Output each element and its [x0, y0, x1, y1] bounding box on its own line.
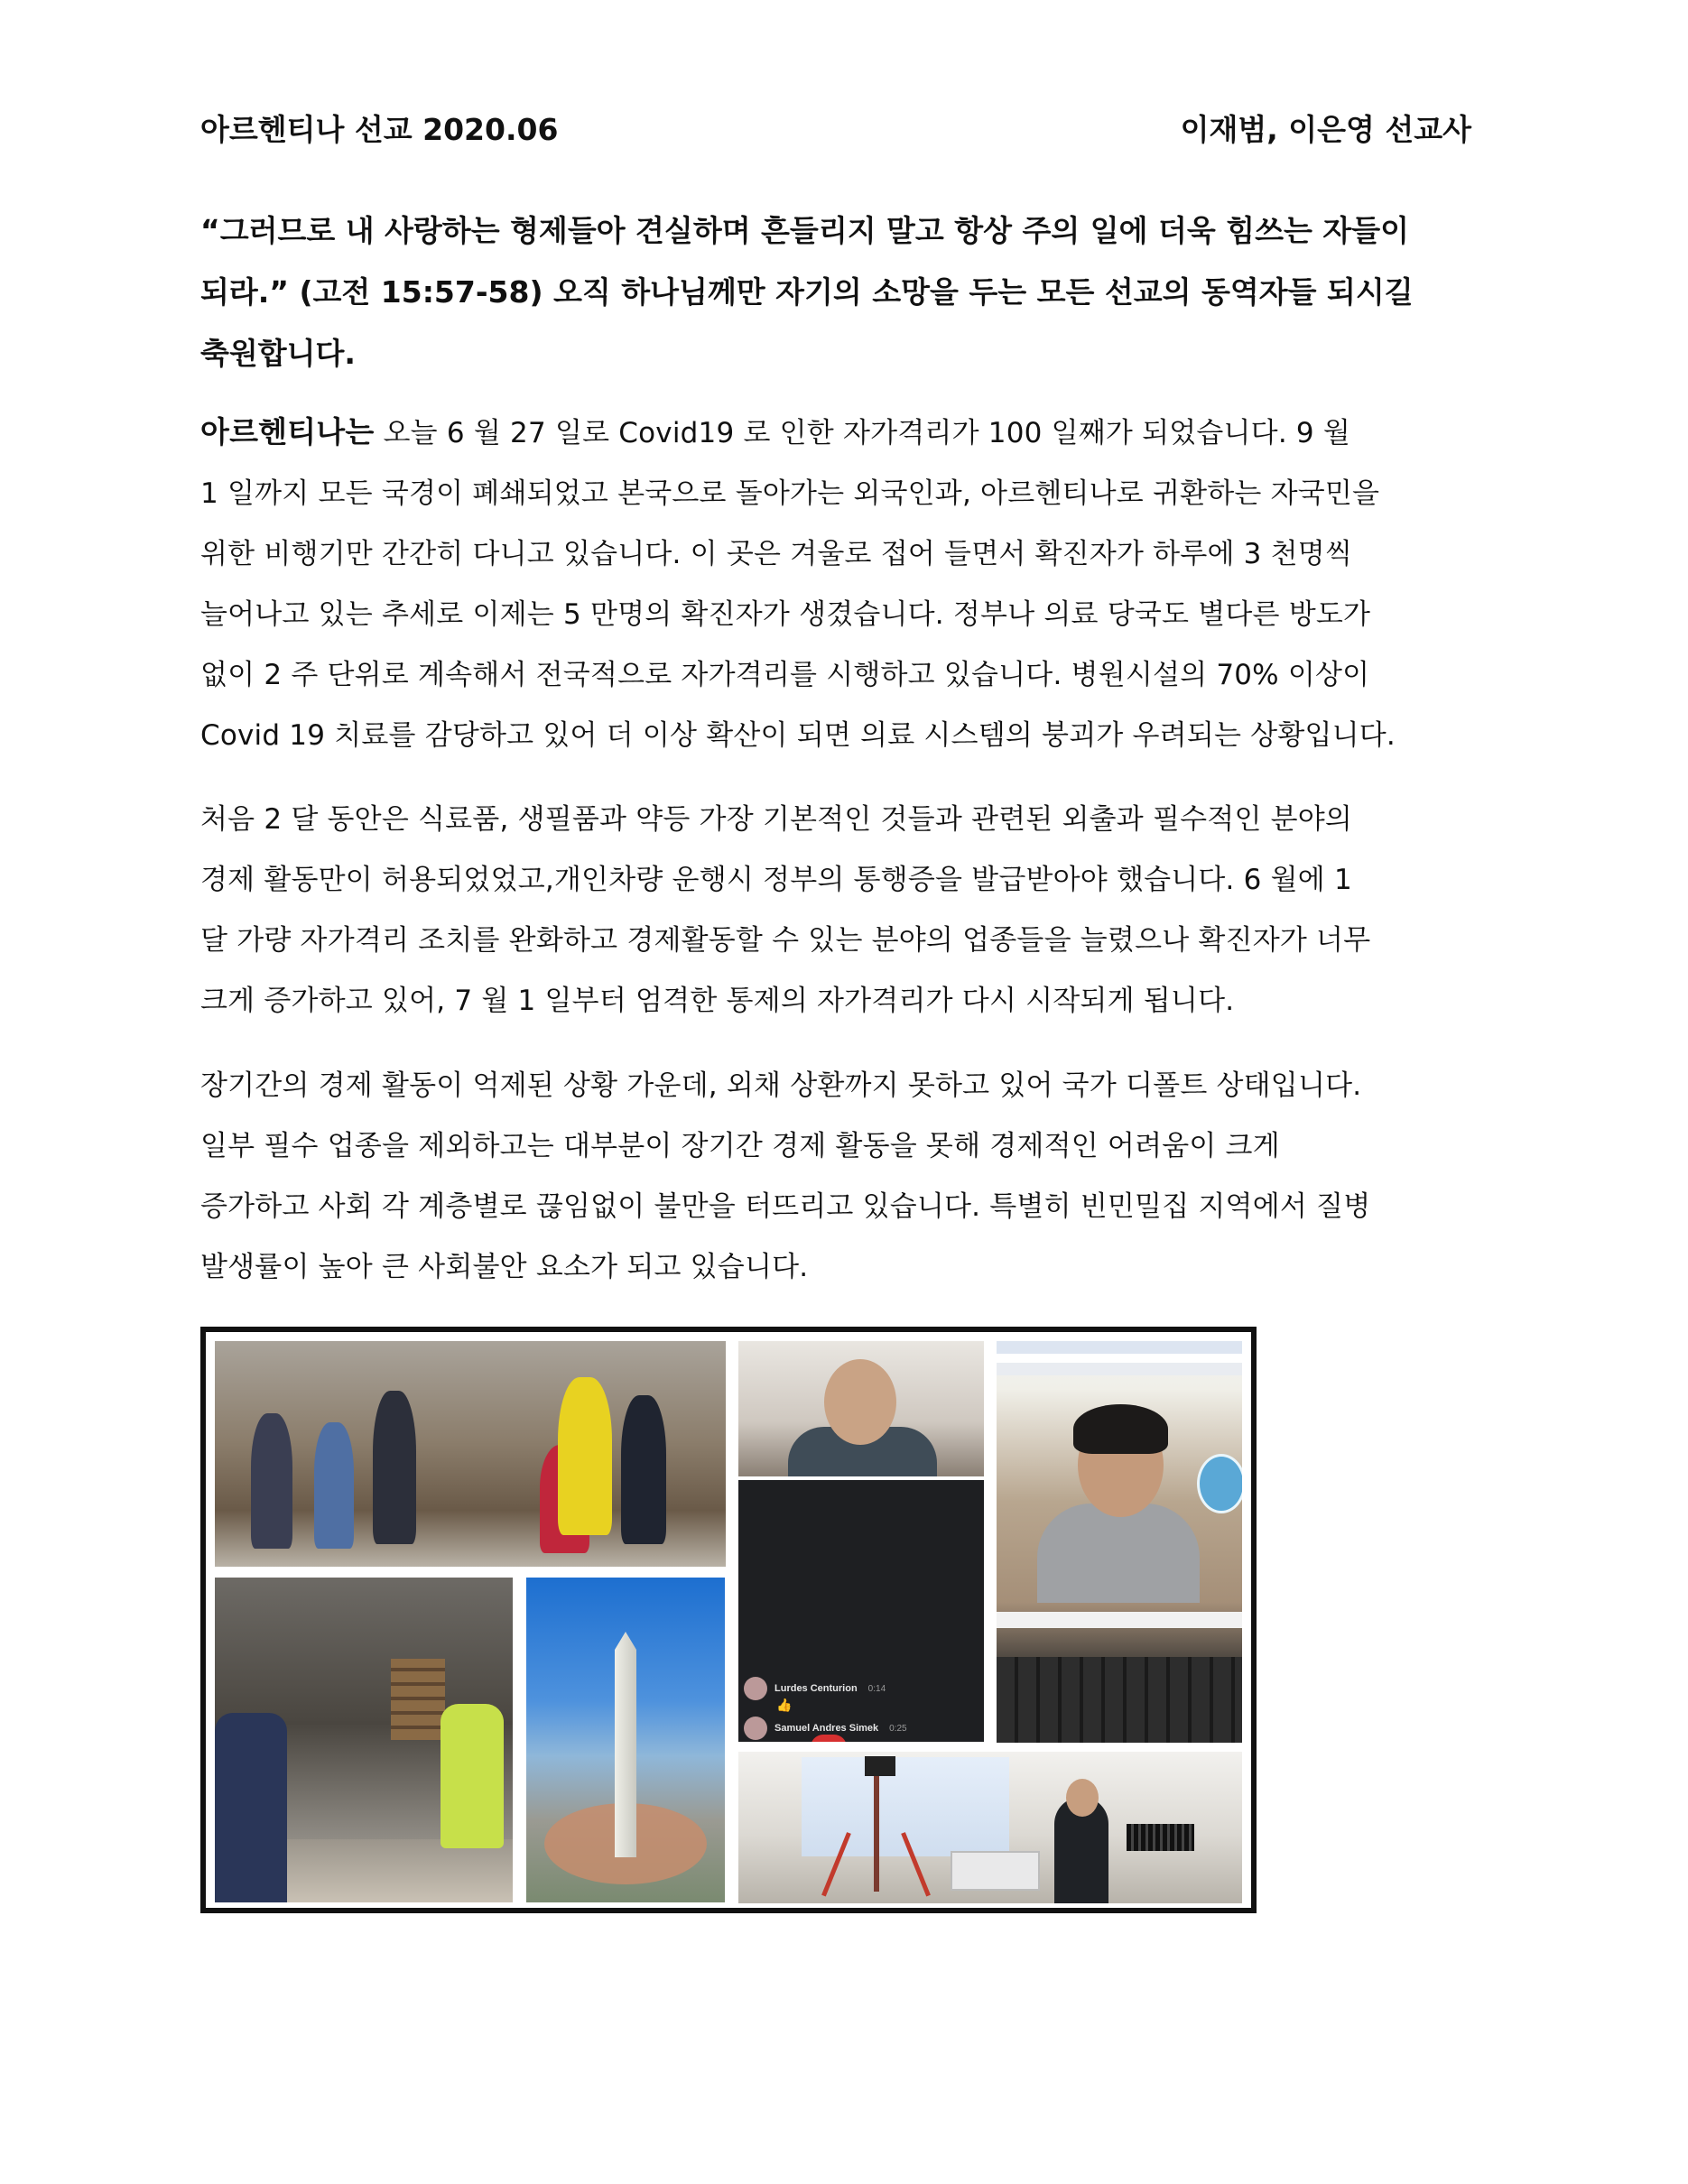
- chat-author: Lurdes Centurion: [774, 1683, 858, 1694]
- avatar: [744, 1717, 767, 1740]
- keyboard: [997, 1657, 1242, 1743]
- paragraph-line: 발생률이 높아 큰 사회불안 요소가 되고 있습니다.: [200, 1251, 809, 1283]
- photo-figure: [441, 1704, 504, 1848]
- chat-time: 0:25: [889, 1723, 907, 1734]
- page-header: [200, 106, 1471, 149]
- verse-line: 축원합니다.: [200, 336, 356, 371]
- paragraph-economy: [200, 1056, 1491, 1298]
- emblem-icon: [1197, 1454, 1242, 1513]
- scripture-verse: [200, 200, 1482, 384]
- photo-crates: [391, 1659, 445, 1740]
- paragraph-covid-status: [200, 402, 1491, 766]
- paragraph-line: 일부 필수 업종을 제외하고는 대부분이 장기간 경제 활동을 못해 경제적인 어려움이 크게: [200, 1130, 1280, 1162]
- chat-time: 0:14: [867, 1683, 886, 1694]
- photo-figure: [251, 1413, 292, 1549]
- paragraph-line: 장기간의 경제 활동이 억제된 상황 가운데, 외채 상환까지 못하고 있어 국가 디폴트 상태입니다.: [200, 1069, 1362, 1102]
- paragraph-lockdown: [200, 790, 1491, 1032]
- verse-line: 되라.” (고전 15:57-58) 오직 하나님께만 자기의 소망을 두는 모든 선교의 동역자들 되시길: [200, 274, 1414, 310]
- photo-face: [1066, 1779, 1099, 1817]
- photo-obelisk: [526, 1578, 725, 1902]
- photo-live-chat: [738, 1480, 984, 1742]
- paragraph-lead: 아르헨티나는: [200, 414, 375, 449]
- chat-comment: [744, 1717, 978, 1740]
- photo-collage: [200, 1327, 1257, 1913]
- music-stand: [1127, 1824, 1194, 1851]
- chat-author: Samuel Andres Simek: [774, 1723, 879, 1734]
- header-title: 아르헨티나 선교 2020.06: [200, 112, 559, 147]
- taskbar: [997, 1612, 1242, 1628]
- paragraph-line: 달 가량 자가격리 조치를 완화하고 경제활동할 수 있는 분야의 업종들을 늘렸으나 확진자가 너무: [200, 924, 1371, 957]
- photo-street-police: [215, 1341, 726, 1567]
- paragraph-line: 경제 활동만이 허용되었었고,개인차량 운행시 정부의 통행증을 발급받아야 했습니다. 6 월에 1: [200, 864, 1352, 896]
- tripod: [874, 1765, 879, 1892]
- photo-video-call-man: [738, 1341, 984, 1476]
- obelisk: [615, 1632, 636, 1857]
- paragraph-line: 1 일까지 모든 국경이 폐쇄되었고 본국으로 돌아가는 외국인과, 아르헨티나로 귀환하는 자국민을: [200, 477, 1380, 510]
- photo-streaming-setup: [738, 1752, 1242, 1903]
- paragraph-line: 위한 비행기만 간간히 다니고 있습니다. 이 곳은 겨울로 접어 들면서 확진자가 하루에 3 천명씩: [200, 538, 1353, 570]
- photo-figure: [314, 1422, 354, 1549]
- header-authors: 이재범, 이은영 선교사: [1180, 112, 1471, 147]
- photo-figure: [373, 1391, 416, 1544]
- photo-hair: [1073, 1404, 1168, 1454]
- photo-market-masks: [215, 1578, 513, 1902]
- paragraph-line: 증가하고 사회 각 계층별로 끊임없이 불만을 터뜨리고 있습니다. 특별히 빈민밀집 지역에서 질병: [200, 1190, 1371, 1223]
- phone-icon: [865, 1756, 895, 1776]
- photo-figure: [558, 1377, 612, 1535]
- paragraph-line: [200, 402, 1491, 464]
- photo-body: [1037, 1504, 1200, 1603]
- browser-bar: [997, 1341, 1242, 1375]
- photo-face: [824, 1359, 896, 1445]
- photo-figure: [215, 1713, 287, 1902]
- paragraph-line: 없이 2 주 단위로 계속해서 전국적으로 자가격리를 시행하고 있습니다. 병원시설의 70% 이상이: [200, 659, 1370, 691]
- avatar: [744, 1677, 767, 1700]
- thumbs-up-icon: 👍: [776, 1698, 793, 1713]
- paragraph-line: Covid 19 치료를 감당하고 있어 더 이상 확산이 되면 의료 시스템의 붕괴가 우려되는 상황입니다.: [200, 719, 1396, 752]
- photo-online-class: [997, 1341, 1242, 1743]
- verse-line: “그러므로 내 사랑하는 형제들아 견실하며 흔들리지 말고 항상 주의 일에 더욱 힘쓰는 자들이: [200, 213, 1410, 248]
- laptop: [951, 1851, 1040, 1891]
- paragraph-line: 크게 증가하고 있어, 7 월 1 일부터 엄격한 통제의 자가격리가 다시 시작되게 됩니다.: [200, 985, 1235, 1017]
- chat-comment: [744, 1677, 978, 1700]
- paragraph-line: 처음 2 달 동안은 식료품, 생필품과 약등 가장 기본적인 것들과 관련된 외출과 필수적인 분야의: [200, 803, 1353, 836]
- paragraph-text: 오늘 6 월 27 일로 Covid19 로 인한 자가격리가 100 일째가 되었습니다. 9 월: [374, 417, 1351, 449]
- photo-figure: [621, 1395, 666, 1544]
- paragraph-line: 늘어나고 있는 추세로 이제는 5 만명의 확진자가 생겼습니다. 정부나 의료 당국도 별다른 방도가: [200, 598, 1371, 631]
